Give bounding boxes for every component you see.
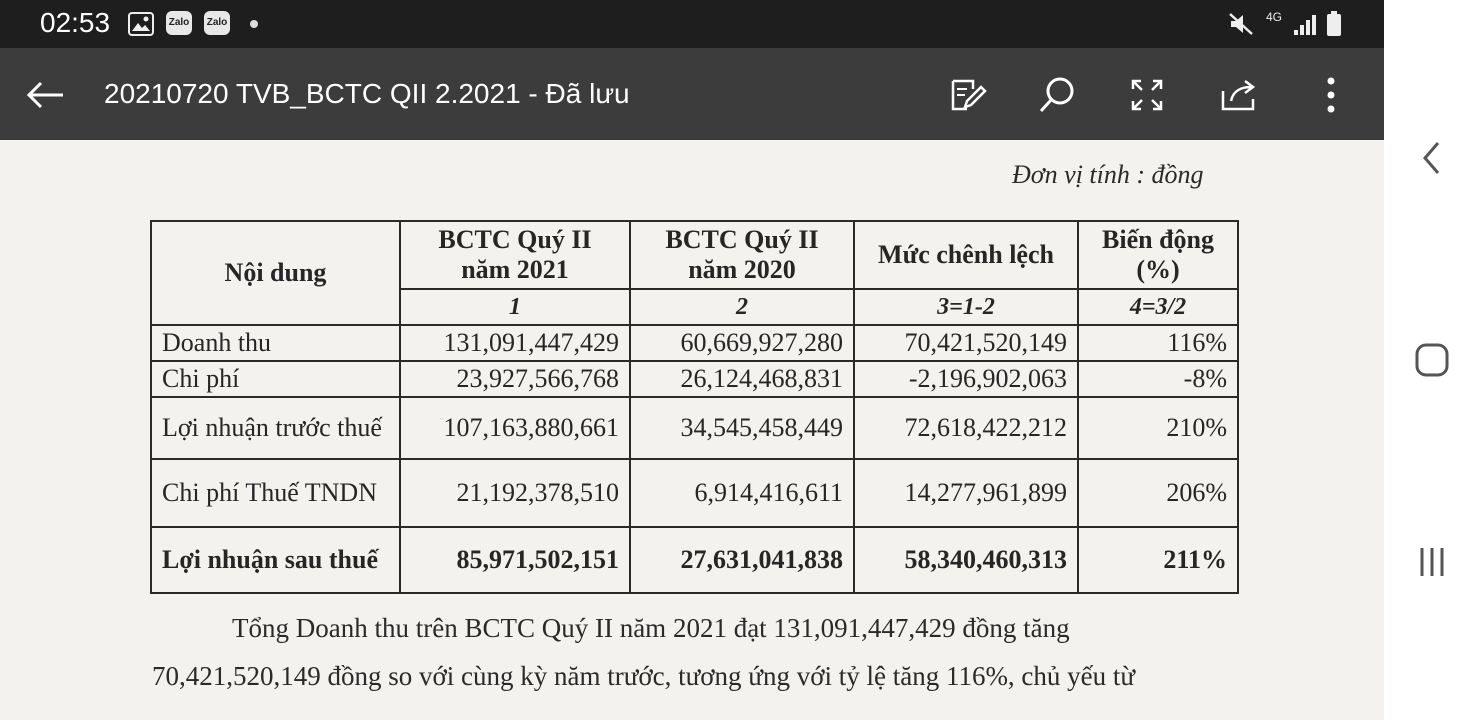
header-q2-2021: BCTC Quý II năm 2021	[400, 221, 630, 289]
edit-icon	[947, 75, 987, 115]
row-label: Lợi nhuận trước thuế	[151, 397, 400, 459]
body-paragraph-line: Tổng Doanh thu trên BCTC Quý II năm 2021 đạt 131,091,447,429 đồng tăng	[232, 613, 1070, 643]
cell-q2-2020: 6,914,416,611	[630, 459, 854, 527]
subheader-col2: 2	[630, 289, 854, 325]
more-options-button[interactable]	[1308, 72, 1354, 118]
more-vertical-icon	[1325, 75, 1337, 115]
body-paragraph-line: 70,421,520,149 đồng so với cùng kỳ năm trước, tương ứng với tỷ lệ tăng 116%, chủ yếu từ	[152, 661, 1136, 691]
subheader-col1: 1	[400, 289, 630, 325]
unit-label: Đơn vị tính : đồng	[1012, 160, 1204, 189]
clock: 02:53	[40, 7, 111, 38]
header-difference: Mức chênh lệch	[854, 221, 1078, 289]
cell-difference: 58,340,460,313	[854, 527, 1078, 593]
cell-q2-2021: 23,927,566,768	[400, 361, 630, 397]
search-button[interactable]	[1034, 72, 1080, 118]
fullscreen-button[interactable]	[1124, 72, 1170, 118]
row-label: Doanh thu	[151, 325, 400, 361]
cell-change-percent: 211%	[1078, 527, 1238, 593]
document-page[interactable]	[0, 140, 1384, 720]
cell-q2-2020: 34,545,458,449	[630, 397, 854, 459]
cell-q2-2021: 131,091,447,429	[400, 325, 630, 361]
table-row	[151, 325, 1238, 361]
cell-change-percent: 116%	[1078, 325, 1238, 361]
cell-difference: 14,277,961,899	[854, 459, 1078, 527]
cell-change-percent: 210%	[1078, 397, 1238, 459]
cell-q2-2021: 21,192,378,510	[400, 459, 630, 527]
cell-change-percent: 206%	[1078, 459, 1238, 527]
table-row-total	[151, 527, 1238, 593]
cell-difference: 72,618,422,212	[854, 397, 1078, 459]
mute-icon	[1228, 12, 1254, 41]
header-content: Nội dung	[151, 221, 400, 325]
gallery-notification-icon	[128, 12, 154, 41]
share-button[interactable]	[1216, 72, 1262, 118]
row-label: Chi phí	[151, 361, 400, 397]
nav-recents-button[interactable]	[1408, 538, 1456, 586]
cell-q2-2021: 107,163,880,661	[400, 397, 630, 459]
row-label: Chi phí Thuế TNDN	[151, 459, 400, 527]
cell-difference: 70,421,520,149	[854, 325, 1078, 361]
app-toolbar	[0, 48, 1384, 140]
cell-difference: -2,196,902,063	[854, 361, 1078, 397]
battery-icon	[1326, 10, 1342, 43]
cell-q2-2021: 85,971,502,151	[400, 527, 630, 593]
subheader-col4: 4=3/2	[1078, 289, 1238, 325]
zalo-notification-icon: Zalo	[204, 11, 230, 35]
more-notifications-dot	[250, 20, 258, 28]
header-q2-2020: BCTC Quý II năm 2020	[630, 221, 854, 289]
cell-q2-2020: 26,124,468,831	[630, 361, 854, 397]
row-label: Lợi nhuận sau thuế	[151, 527, 400, 593]
chevron-left-icon	[1420, 140, 1444, 176]
table-row	[151, 397, 1238, 459]
back-arrow-icon	[25, 80, 65, 110]
zalo-notification-icon: Zalo	[166, 11, 192, 35]
recents-icon	[1414, 544, 1450, 580]
status-bar	[0, 0, 1384, 48]
home-square-icon	[1414, 342, 1450, 378]
financial-table	[150, 220, 1239, 594]
cell-q2-2020: 27,631,041,838	[630, 527, 854, 593]
table-row	[151, 361, 1238, 397]
fullscreen-icon	[1127, 75, 1167, 115]
network-type: 4G	[1266, 10, 1283, 24]
nav-back-button[interactable]	[1408, 134, 1456, 182]
back-button[interactable]	[22, 72, 68, 118]
nav-home-button[interactable]	[1408, 336, 1456, 384]
document-title: 20210720 TVB_BCTC QII 2.2021 - Đã lưu	[104, 78, 630, 109]
cell-change-percent: -8%	[1078, 361, 1238, 397]
header-change-percent: Biến động (%)	[1078, 221, 1238, 289]
edit-button[interactable]	[944, 72, 990, 118]
signal-icon	[1292, 12, 1318, 41]
table-row	[151, 459, 1238, 527]
cell-q2-2020: 60,669,927,280	[630, 325, 854, 361]
share-icon	[1219, 75, 1259, 115]
subheader-col3: 3=1-2	[854, 289, 1078, 325]
search-icon	[1037, 75, 1077, 115]
system-nav-bar	[1384, 0, 1480, 720]
